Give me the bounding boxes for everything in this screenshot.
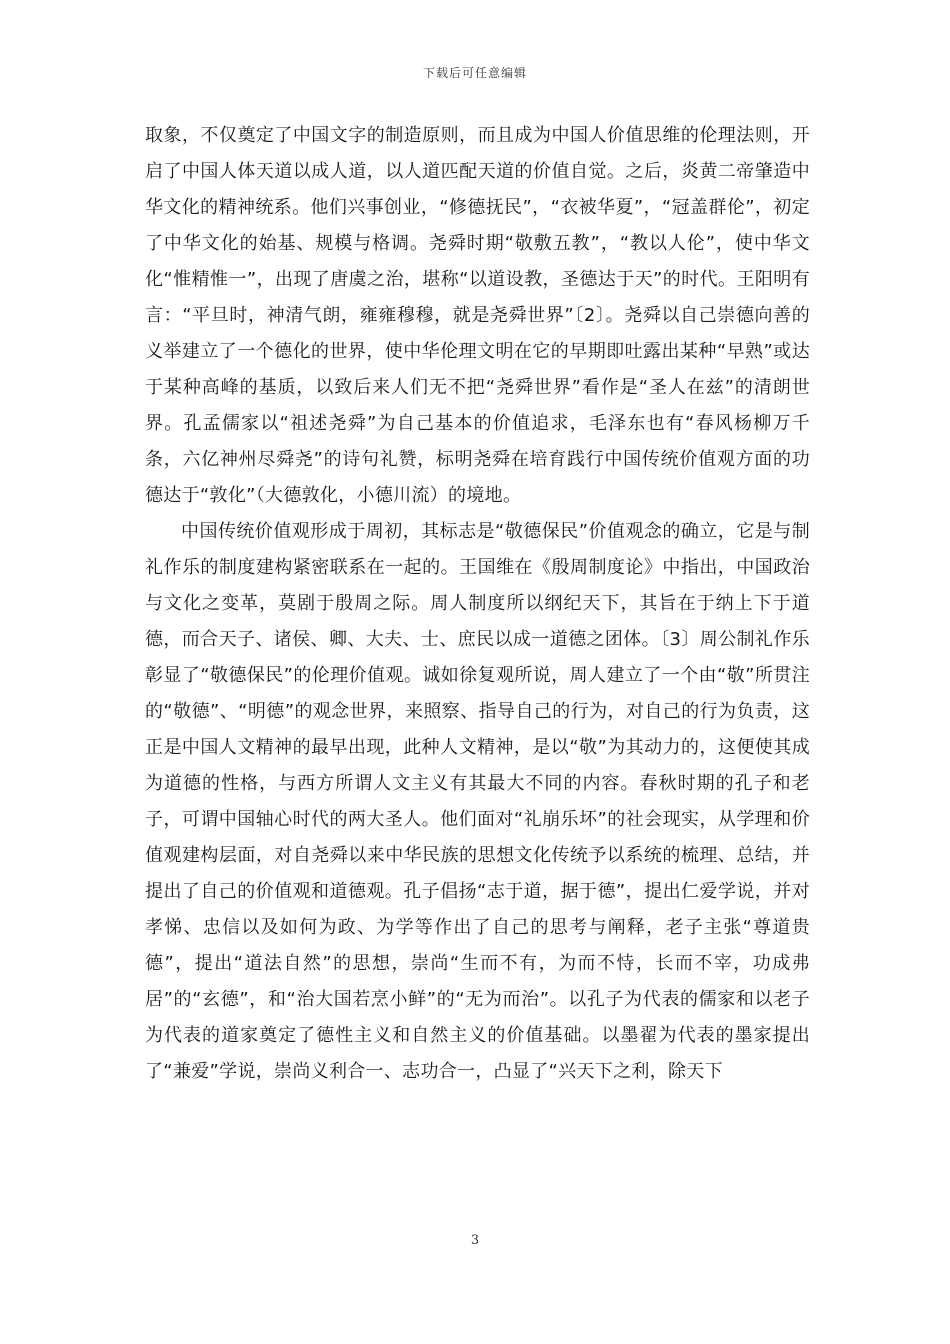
page-number: 3: [470, 1233, 480, 1248]
page-header: 下载后可任意编辑: [422, 66, 527, 80]
body-paragraph: 取象，不仅奠定了中国文字的制造原则，而且成为中国人价值思维的伦理法则，开启了中国人体天道以成人道，以人道匹配天道的价值自觉。之后，炎黄二帝肇造中华文化的精神统系。他们兴事创业，“修德抚民”，“衣被华夏”，“冠盖群伦”，初定了中华文化的始基、规模与格调。尧舜时期“敬敷五教”，“教以人伦”，使中华文化“惟精惟一”，出现了唐虞之治，堪称“以道设教，圣德达于天”的时代。王阳明有言：“平旦时，神清气朗，雍雍穆穆，就是尧舜世界”〔2〕。尧舜以自己崇德向善的义举建立了一个德化的世界，使中华伦理文明在它的早期即吐露出某种“早熟”或达于某种高峰的基质，以致后来人们无不把“尧舜世界”看作是“圣人在兹”的清朗世界。孔孟儒家以“祖述尧舜”为自己基本的价值追求，毛泽东也有“春风杨柳万千条，六亿神州尽舜尧”的诗句礼赞，标明尧舜在培育践行中国传统价值观方面的功德达于“敦化”（大德敦化，小德川流）的境地。: [145, 125, 810, 506]
document-body: [145, 118, 810, 1090]
body-paragraph: 中国传统价值观形成于周初，其标志是“敬德保民”价值观念的确立，它是与制礼作乐的制度建构紧密联系在一起的。王国维在《殷周制度论》中指出，中国政治与文化之变革，莫剧于殷周之际。周人制度所以纲纪天下，其旨在于纳上下于道德，而合天子、诸侯、卿、大夫、士、庶民以成一道德之团体。〔3〕周公制礼作乐彰显了“敬德保民”的伦理价值观。诚如徐复观所说，周人建立了一个由“敬”所贯注的“敬德”、“明德”的观念世界，来照察、指导自己的行为，对自己的行为负责，这正是中国人文精神的最早出现，此种人文精神，是以“敬”为其动力的，这便使其成为道德的性格，与西方所谓人文主义有其最大不同的内容。春秋时期的孔子和老子，可谓中国轴心时代的两大圣人。他们面对“礼崩乐坏”的社会现实，从学理和价值观建构层面，对自尧舜以来中华民族的思想文化传统予以系统的梳理、总结，并提出了自己的价值观和道德观。孔子倡扬“志于道，据于德”，提出仁爱学说，并对孝悌、忠信以及如何为政、为学等作出了自己的思考与阐释，老子主张“尊道贵德”，提出“道法自然”的思想，崇尚“生而不有，为而不恃，长而不宰，功成弗居”的“玄德”，和“治大国若烹小鲜”的“无为而治”。以孔子为代表的儒家和以老子为代表的道家奠定了德性主义和自然主义的价值基础。以墨翟为代表的墨家提出了“兼爱”学说，崇尚义利合一、志功合一，凸显了“兴天下之利，除天下: [145, 521, 810, 1082]
